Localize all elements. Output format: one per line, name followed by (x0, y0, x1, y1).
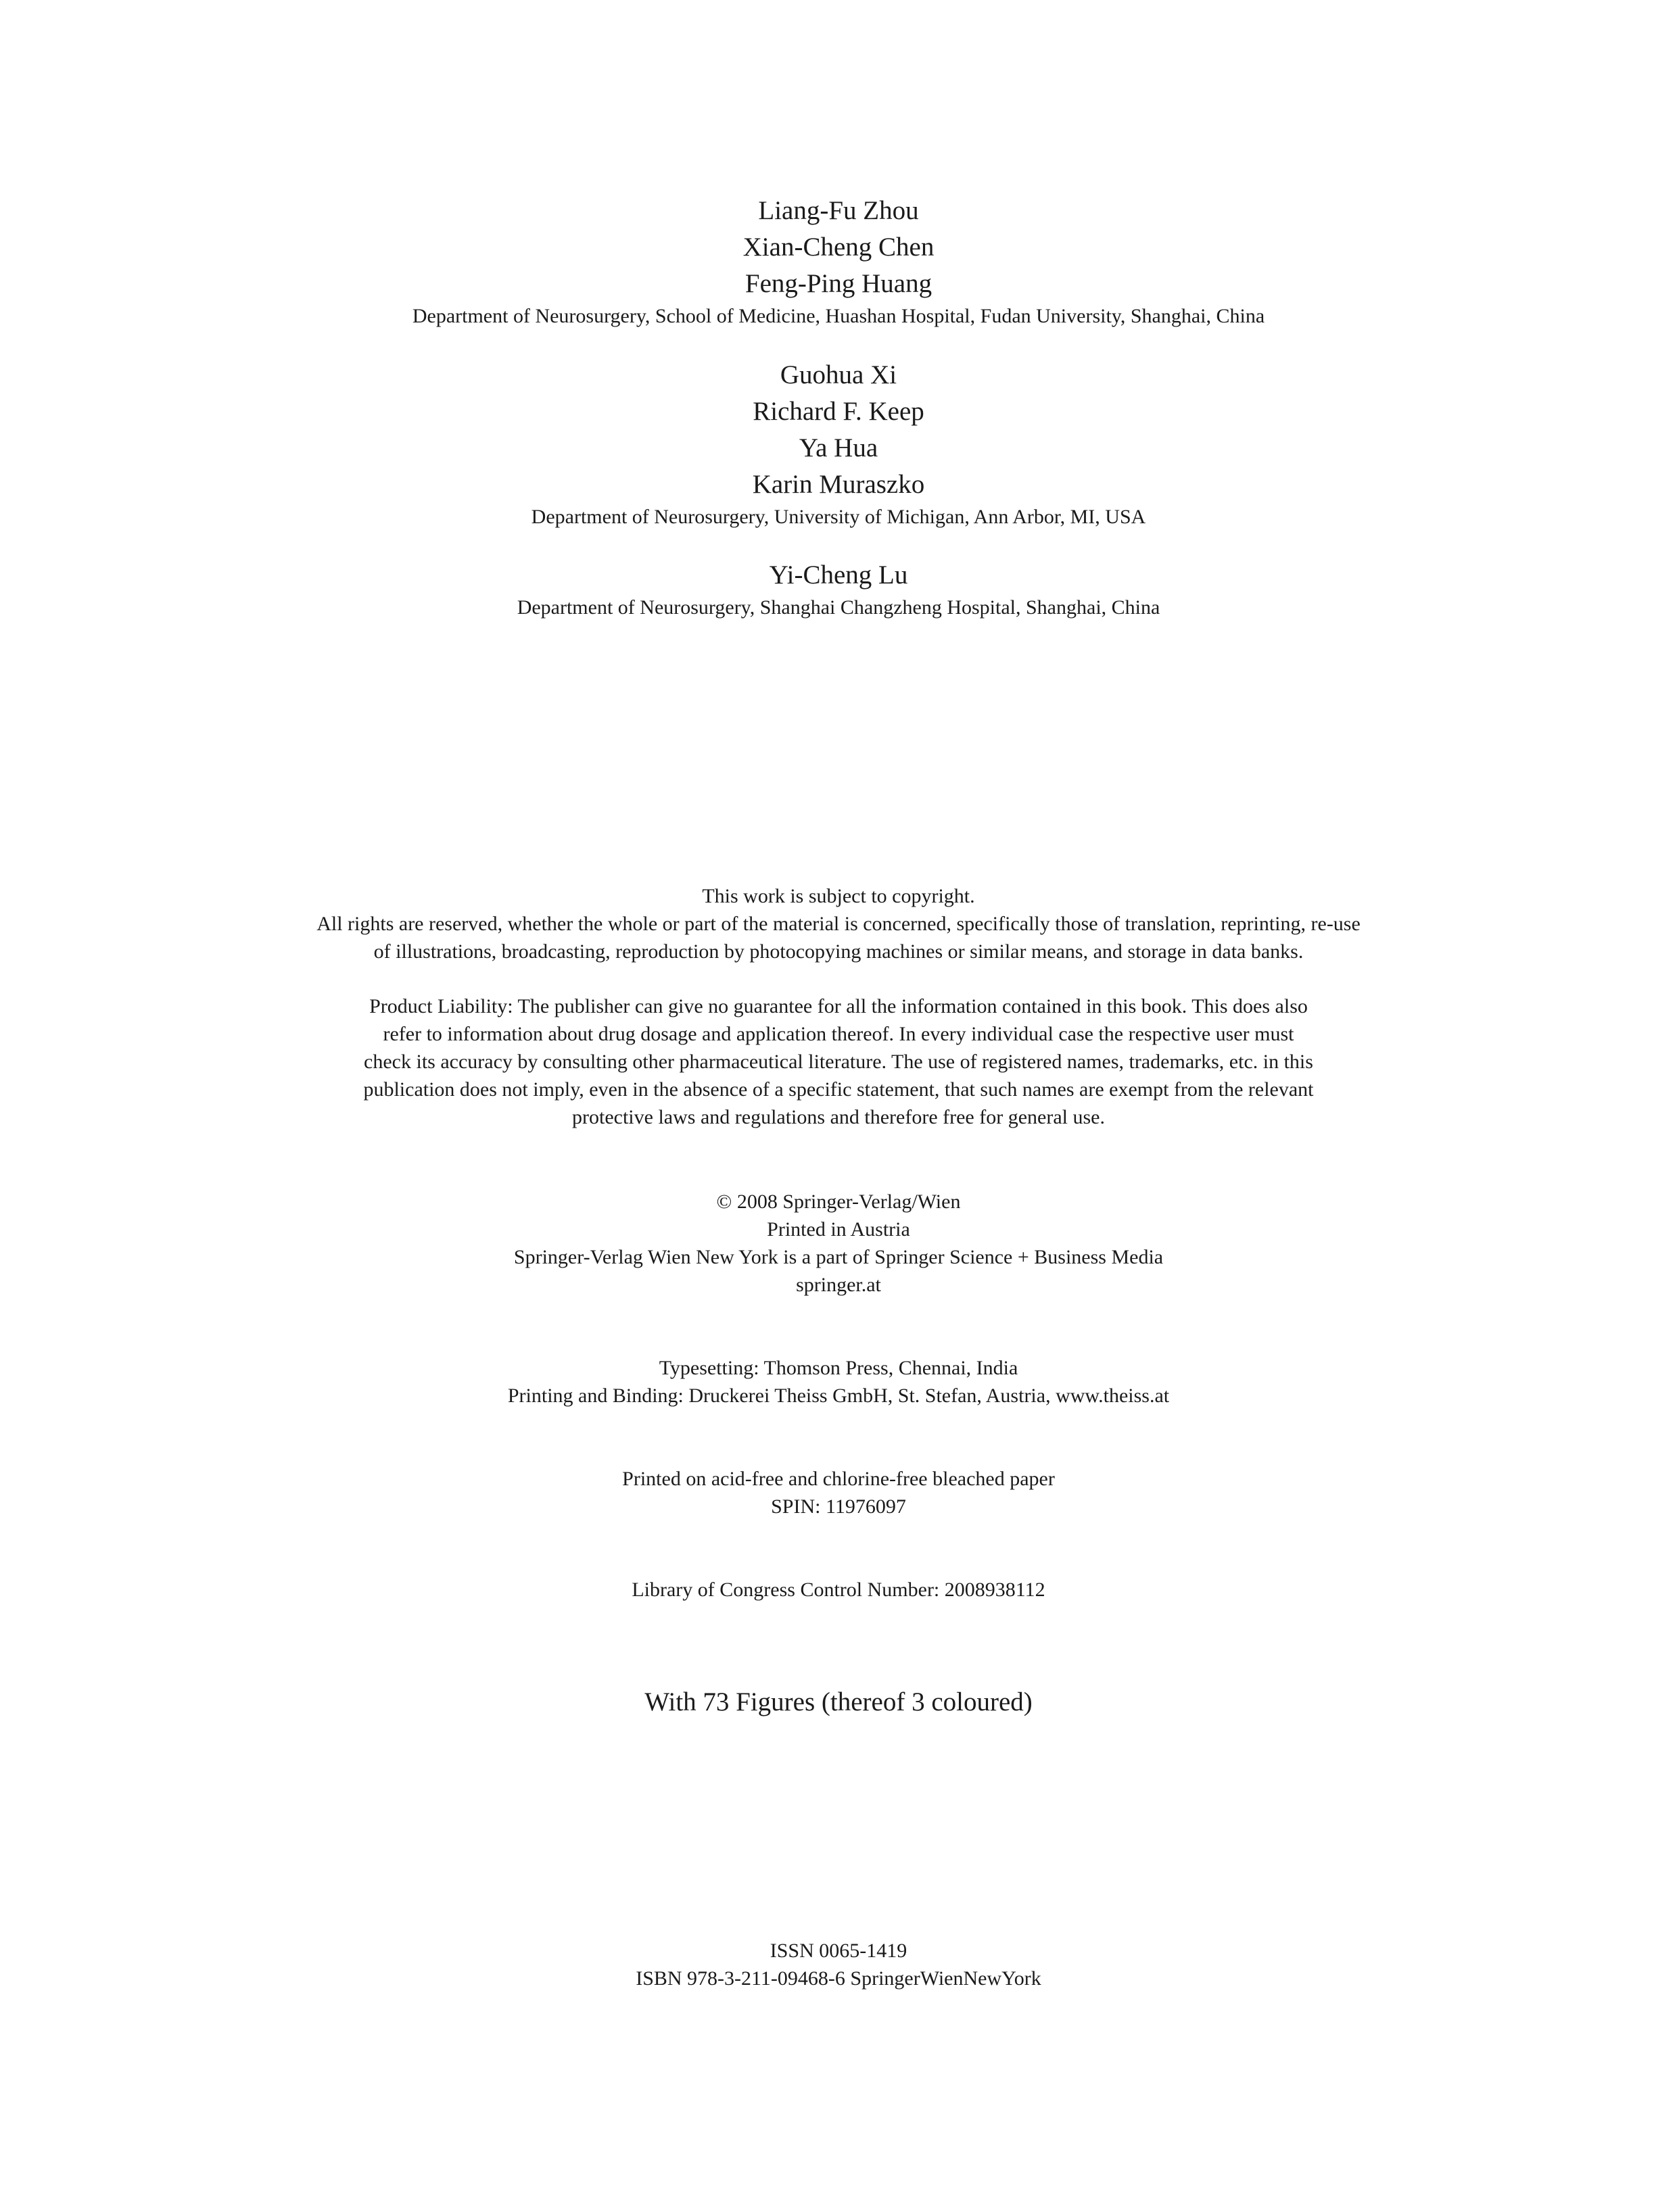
production-info (0, 1354, 1677, 1410)
issn-line: ISSN 0065-1419 (770, 1940, 907, 1962)
printed-in-line: Printed in Austria (767, 1218, 910, 1241)
author-affiliation: Department of Neurosurgery, University of Michigan, Ann Arbor, MI, USA (531, 506, 1146, 528)
liability-line: publication does not imply, even in the absence of a specific statement, that such names are exempt from the relevant (363, 1078, 1314, 1101)
copyright-subject: This work is subject to copyright. (702, 885, 975, 907)
publisher-line: Springer-Verlag Wien New York is a part of Springer Science + Business Media (513, 1246, 1164, 1268)
author-group-3 (0, 557, 1677, 622)
author-group-2 (0, 357, 1677, 531)
copyright-line: © 2008 Springer-Verlag/Wien (716, 1191, 961, 1213)
author-name: Feng-Ping Huang (745, 269, 932, 298)
figures-note-line: With 73 Figures (thereof 3 coloured) (644, 1687, 1033, 1716)
author-group-1 (0, 193, 1677, 331)
lccn-line: Library of Congress Control Number: 2008938112 (632, 1579, 1045, 1601)
copyright-notice (0, 882, 1677, 1131)
author-name: Richard F. Keep (753, 397, 924, 426)
author-name: Xian-Cheng Chen (742, 233, 935, 262)
author-affiliation: Department of Neurosurgery, School of Medicine, Huashan Hospital, Fudan University, Shanghai, China (412, 305, 1265, 327)
author-name: Liang-Fu Zhou (758, 196, 919, 225)
liability-line: protective laws and regulations and therefore free for general use. (572, 1106, 1105, 1128)
publisher-website: springer.at (796, 1274, 881, 1296)
spin-line: SPIN: 11976097 (771, 1495, 906, 1518)
typesetting-line: Typesetting: Thomson Press, Chennai, India (659, 1357, 1018, 1379)
isbn-line: ISBN 978-3-211-09468-6 SpringerWienNewYork (636, 1967, 1041, 1990)
identifiers (0, 1937, 1677, 1992)
liability-line: Product Liability: The publisher can give no guarantee for all the information contained in this book. This does also (369, 995, 1308, 1017)
author-name: Ya Hua (799, 433, 878, 462)
printing-line: Printing and Binding: Druckerei Theiss GmbH, St. Stefan, Austria, www.theiss.at (507, 1385, 1170, 1407)
author-name: Guohua Xi (780, 360, 897, 389)
author-affiliation: Department of Neurosurgery, Shanghai Changzheng Hospital, Shanghai, China (517, 596, 1160, 619)
paper-line: Printed on acid-free and chlorine-free bleached paper (622, 1468, 1055, 1490)
publisher-info (0, 1188, 1677, 1299)
liability-line: refer to information about drug dosage and application thereof. In every individual case the respective user must (383, 1023, 1294, 1045)
paragraph-gap (0, 965, 1677, 992)
paper-info (0, 1465, 1677, 1520)
lccn-info (0, 1576, 1677, 1604)
liability-line: check its accuracy by consulting other pharmaceutical literature. The use of registered names, trademarks, etc. in this (364, 1051, 1313, 1073)
figures-note (0, 1684, 1677, 1721)
author-name: Yi-Cheng Lu (769, 560, 908, 590)
rights-line: of illustrations, broadcasting, reproduction by photocopying machines or similar means, and storage in data banks. (373, 940, 1304, 963)
author-name: Karin Muraszko (752, 470, 925, 499)
rights-line: All rights are reserved, whether the whole or part of the material is concerned, specifically those of translation, reprinting, re-use (316, 913, 1361, 935)
